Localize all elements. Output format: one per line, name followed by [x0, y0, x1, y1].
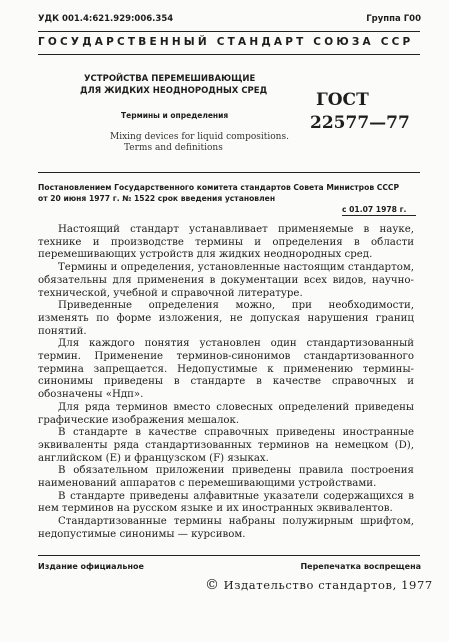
paragraph: В обязательном приложении приведены правила построения наименований аппаратов с перемешивающими устройствами.	[38, 465, 414, 490]
title-line-1: УСТРОЙСТВА ПЕРЕМЕШИВАЮЩИЕ	[84, 74, 256, 84]
group-code: Группа Г00	[366, 14, 421, 24]
banner-rule	[38, 54, 420, 55]
decree-line-2: от 20 июня 1977 г. № 1522 срок введения установлен	[38, 194, 276, 203]
date-underline	[342, 215, 416, 216]
english-title-2: Terms and definitions	[124, 143, 223, 153]
paragraph: Для ряда терминов вместо словесных определений приведены графические изображения мешалок.	[38, 401, 414, 426]
decree-rule	[38, 172, 420, 173]
publisher-name: Издательство стандартов, 1977	[223, 578, 433, 592]
gost-label: ГОСТ	[316, 90, 369, 110]
footer-rule	[38, 555, 420, 556]
paragraph: Термины и определения, установленные настоящим стандартом, обязательны для применения в документации всех видов, научно-технической, учебной и справочной литературе.	[38, 262, 414, 299]
subtitle-ru: Термины и определения	[121, 111, 229, 120]
publisher-copyright	[205, 577, 433, 593]
official-edition: Издание официальное	[38, 562, 144, 571]
paragraph: В стандарте в качестве справочных приведены иностранные эквиваленты ряда стандартизованных терминов на немецком (D), английском (E) и французском (F) языках.	[38, 427, 414, 464]
top-rule	[38, 31, 420, 32]
paragraph: Для каждого понятия установлен один стандартизованный термин. Применение терминов-синонимов стандартизованного термина запрещается. Недопустимые к применению термины-синонимы приведены в стандарте в качестве справочных и обозначены «Ндп».	[38, 338, 414, 401]
paragraph: Стандартизованные термины набраны полужирным шрифтом, недопустимые синонимы — курсивом.	[38, 516, 414, 540]
copyright-icon: ©	[205, 577, 220, 593]
english-title-1: Mixing devices for liquid compositions.	[110, 132, 289, 142]
effective-date: с 01.07 1978 г.	[342, 205, 407, 214]
decree-line-1: Постановлением Государственного комитета стандартов Совета Министров СССР	[38, 183, 400, 192]
paragraph: В стандарте приведены алфавитные указатели содержащихся в нем терминов на русском языке и их иностранных эквивалентов.	[38, 490, 414, 515]
standard-body	[38, 224, 414, 542]
gost-number: 22577—77	[310, 113, 410, 133]
udc-code: УДК 001.4:621.929:006.354	[38, 14, 174, 24]
title-line-2: ДЛЯ ЖИДКИХ НЕОДНОРОДНЫХ СРЕД	[80, 86, 268, 96]
standard-banner: ГОСУДАРСТВЕННЫЙ СТАНДАРТ СОЮЗА ССР	[38, 36, 414, 48]
paragraph: Приведенные определения можно, при необходимости, изменять по форме изложения, не допуская нарушения границ понятий.	[38, 300, 414, 337]
paragraph: Настоящий стандарт устанавливает применяемые в науке, технике и производстве термины и определения в области перемешивающих устройств для жидких неоднородных сред.	[38, 224, 414, 261]
reprint-prohibited: Перепечатка воспрещена	[300, 562, 421, 571]
